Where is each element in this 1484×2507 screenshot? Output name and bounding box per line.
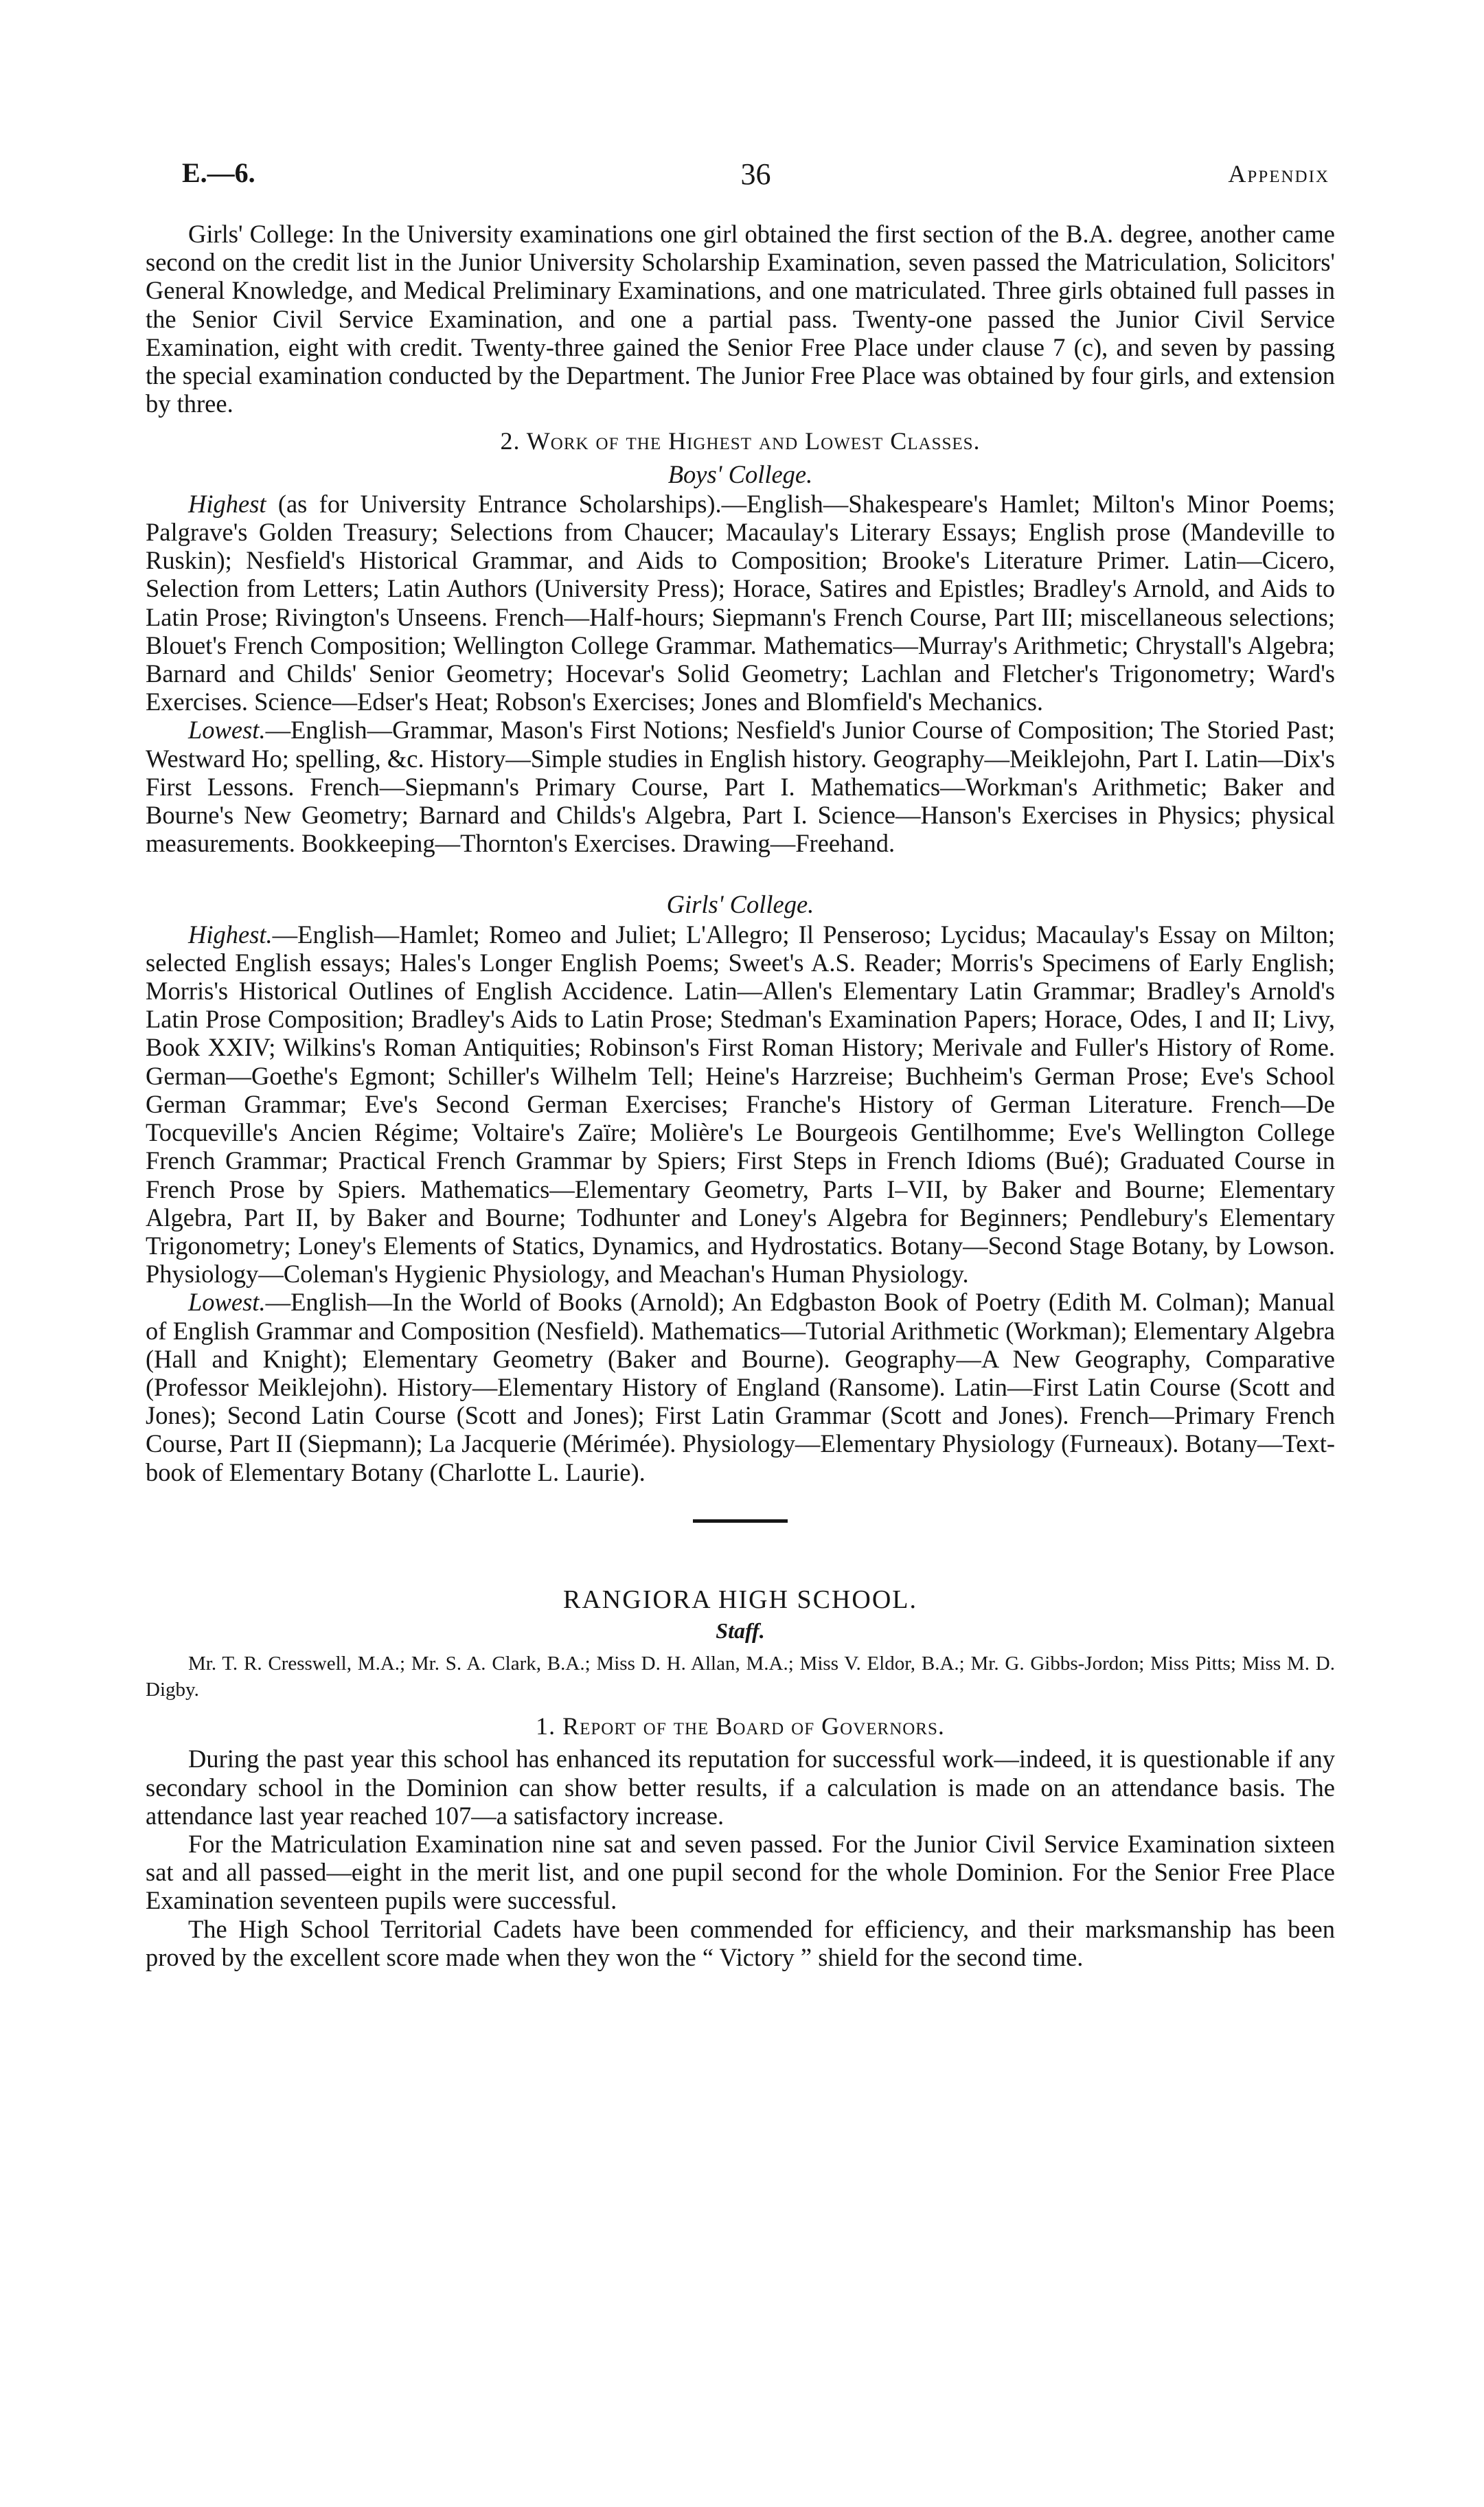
appendix-label: Appendix [1228, 160, 1329, 188]
boys-highest-label: Highest [188, 489, 266, 518]
girls-highest-text: —English—Hamlet; Romeo and Juliet; L'Allegro; Il Penseroso; Lycidus; Macaulay's Essay on Milton; selected English essays; Hales's Longer English Poems; Sweet's A.S. Reader; Morris's Specimens of Early English; Morris's Historical Outlines of English Accidence. Latin—Allen's Elementary Latin Grammar; Bradley's Arnold's Latin Prose Composition; Bradley's Aids to Latin Prose; Stedman's Examination Papers; Horace, Odes, I and II; Livy, Book XXIV; Wilkins's Roman Antiquities; Robinson's First Roman History; Merivale and Fuller's History of Rome. German—Goethe's Egmont; Schiller's Wilhelm Tell; Heine's Harzreise; Buchheim's German Prose; Eve's School German Grammar; Eve's Second German Exercises; Franche's History of German Literature. French—De Tocqueville's Ancien Régime; Voltaire's Zaïre; Molière's Le Bourgeois Gentilhomme; Eve's Wellington College French Grammar; Practical French Grammar by Spiers; First Steps in French Idioms (Bué); Graduated Course in French Prose by Spiers. Mathematics—Elementary Geometry, Parts I–VII, by Baker and Bourne; Elementary Algebra, Part II, by Baker and Bourne; Todhunter and Loney's Algebra for Beginners; Pendlebury's Elementary Trigonometry; Loney's Elements of Statics, Dynamics, and Hydrostatics. Botany—Second Stage Botany, by Lowson. Physiology—Coleman's Hygienic Physiology, and Meachan's Human Physiology. [146, 920, 1335, 1289]
boys-college-heading: Boys' College. [667, 460, 813, 488]
page-number: 36 [740, 157, 771, 191]
intro-paragraph: Girls' College: In the University examinations one girl obtained the first section of the B.A. degree, another came second on the credit list in the Junior University Scholarship Examination, seven passed the Matriculation, Solicitors' General Knowledge, and Medical Preliminary Examinations, and one matriculated. Three girls obtained full passes in the Senior Civil Service Examination, and one a partial pass. Twenty-one passed the Junior Civil Service Examination, eight with credit. Twenty-three gained the Senior Free Place under clause 7 (c), and seven by passing the special examination conducted by the Department. The Junior Free Place was obtained by four girls, and extension by three. [146, 220, 1335, 418]
girls-highest-label: Highest. [188, 920, 273, 949]
boys-lowest-label: Lowest. [188, 716, 266, 745]
section-heading-work-of-classes: 2. Work of the Highest and Lowest Classes. [500, 427, 981, 455]
staff-list: Mr. T. R. Cresswell, M.A.; Mr. S. A. Clark, B.A.; Miss D. H. Allan, M.A.; Miss V. Eldor, B.A.; Mr. G. Gibbs-Jordon; Miss Pitts; Miss M. D. Digby. [146, 1653, 1335, 1701]
boys-highest-paragraph [146, 490, 1335, 716]
girls-college-heading: Girls' College. [666, 890, 814, 919]
boys-lowest-paragraph [146, 716, 1335, 857]
report-paragraph: The High School Territorial Cadets have been commended for efficiency, and their marksmanship has been proved by the excellent score made when they won the “ Victory ” shield for the second time. [146, 1914, 1335, 1971]
document-body [146, 220, 1335, 1971]
report-code: E.—6. [182, 157, 255, 188]
report-paragraph: During the past year this school has enhanced its reputation for successful work—indeed, it is questionable if any secondary school in the Dominion can show better results, if a calculation is made on an attendance basis. The attendance last year reached 107—a satisfactory increase. [146, 1745, 1335, 1830]
school-title: RANGIORA HIGH SCHOOL. [563, 1585, 917, 1614]
report-paragraph: For the Matriculation Examination nine sat and seven passed. For the Junior Civil Service Examination sixteen sat and all passed—eight in the merit list, and one pupil second for the whole Dominion. For the Senior Free Place Examination seventeen pupils were successful. [146, 1829, 1335, 1915]
spacer [146, 857, 1335, 887]
staff-heading: Staff. [716, 1618, 765, 1643]
girls-lowest-label: Lowest. [188, 1288, 266, 1317]
girls-highest-paragraph [146, 920, 1335, 1289]
section-divider [693, 1519, 788, 1523]
girls-lowest-text: —English—In the World of Books (Arnold); An Edgbaston Book of Poetry (Edith M. Colman); Manual of English Grammar and Composition (Nesfield). Mathematics—Tutorial Arithmetic (Workman); Elementary Algebra (Hall and Knight); Elementary Geometry (Baker and Bourne). Geography—A New Geography, Comparative (Professor Meiklejohn). History—Elementary History of England (Ransome). Latin—First Latin Course (Scott and Jones); Second Latin Course (Scott and Jones); First Latin Grammar (Scott and Jones). French—Primary French Course, Part II (Siepmann); La Jacquerie (Mérimée). Physiology—Elementary Physiology (Furneaux). Botany—Text-book of Elementary Botany (Charlotte L. Laurie). [146, 1288, 1335, 1486]
page-header [182, 157, 1329, 198]
report-heading: 1. Report of the Board of Governors. [536, 1712, 945, 1740]
girls-lowest-paragraph [146, 1288, 1335, 1486]
boys-lowest-text: —English—Grammar, Mason's First Notions; Nesfield's Junior Course of Composition; The Storied Past; Westward Ho; spelling, &c. History—Simple studies in English history. Geography—Meiklejohn, Part I. Latin—Dix's First Lessons. French—Siepmann's Primary Course, Part I. Mathematics—Workman's Arithmetic; Baker and Bourne's New Geometry; Barnard and Childs's Algebra, Part I. Science—Hanson's Exercises in Physics; physical measurements. Bookkeeping—Thornton's Exercises. Drawing—Freehand. [146, 716, 1335, 858]
boys-highest-text: (as for University Entrance Scholarships).—English—Shakespeare's Hamlet; Milton's Minor Poems; Palgrave's Golden Treasury; Selections from Chaucer; Macaulay's Literary Essays; English prose (Mandeville to Ruskin); Nesfield's Historical Grammar, and Aids to Composition; Brooke's Literature Primer. Latin—Cicero, Selection from Letters; Latin Authors (University Press); Horace, Satires and Epistles; Bradley's Arnold, and Aids to Latin Prose; Rivington's Unseens. French—Half-hours; Siepmann's French Course, Part III; miscellaneous selections; Blouet's French Composition; Wellington College Grammar. Mathematics—Murray's Arithmetic; Chrystall's Algebra; Barnard and Childs' Senior Geometry; Hocevar's Solid Geometry; Lachlan and Fletcher's Trigonometry; Ward's Exercises. Science—Edser's Heat; Robson's Exercises; Jones and Blomfield's Mechanics. [146, 489, 1335, 716]
